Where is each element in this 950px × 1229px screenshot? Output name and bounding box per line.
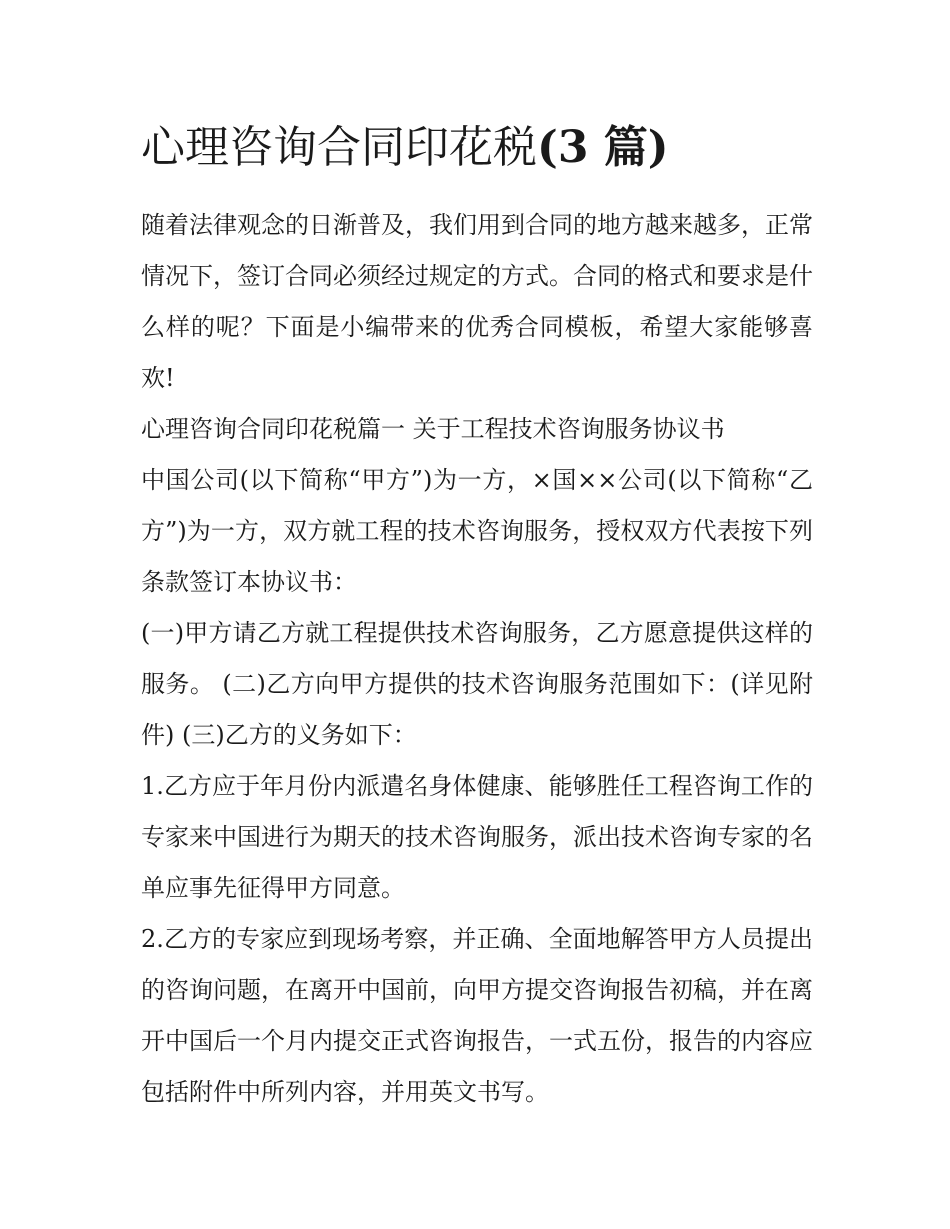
parties-paragraph: 中国公司(以下简称“甲方”)为一方，×国××公司(以下简称“乙方”)为一方，双方就工程的技术咨询服务，授权双方代表按下列条款签订本协议书： — [141, 466, 813, 596]
intro-paragraph: 随着法律观念的日渐普及，我们用到合同的地方越来越多，正常情况下，签订合同必须经过规定的方式。合同的格式和要求是什么样的呢？下面是小编带来的优秀合同模板，希望大家能够喜欢! — [141, 211, 813, 392]
document-title — [141, 118, 813, 178]
obligation-item-2: 2.乙方的专家应到现场考察，并正确、全面地解答甲方人员提出的咨询问题，在离开中国前，向甲方提交咨询报告初稿，并在离开中国后一个月内提交正式咨询报告，一式五份，报告的内容应包括附件中所列内容，并用英文书写。 — [141, 925, 813, 1106]
title-text: 心理咨询合同印花税 — [141, 122, 537, 173]
clauses-paragraph: (一)甲方请乙方就工程提供技术咨询服务，乙方愿意提供这样的服务。 (二)乙方向甲方提供的技术咨询服务范围如下：(详见附件) (三)乙方的义务如下： — [141, 619, 813, 749]
obligation-item-1: 1.乙方应于年月份内派遣名身体健康、能够胜任工程咨询工作的专家来中国进行为期天的技术咨询服务，派出技术咨询专家的名单应事先征得甲方同意。 — [141, 772, 813, 902]
title-count: (3 篇) — [537, 122, 669, 173]
section-heading: 心理咨询合同印花税篇一 关于工程技术咨询服务协议书 — [141, 415, 725, 443]
document-page — [141, 118, 813, 1118]
